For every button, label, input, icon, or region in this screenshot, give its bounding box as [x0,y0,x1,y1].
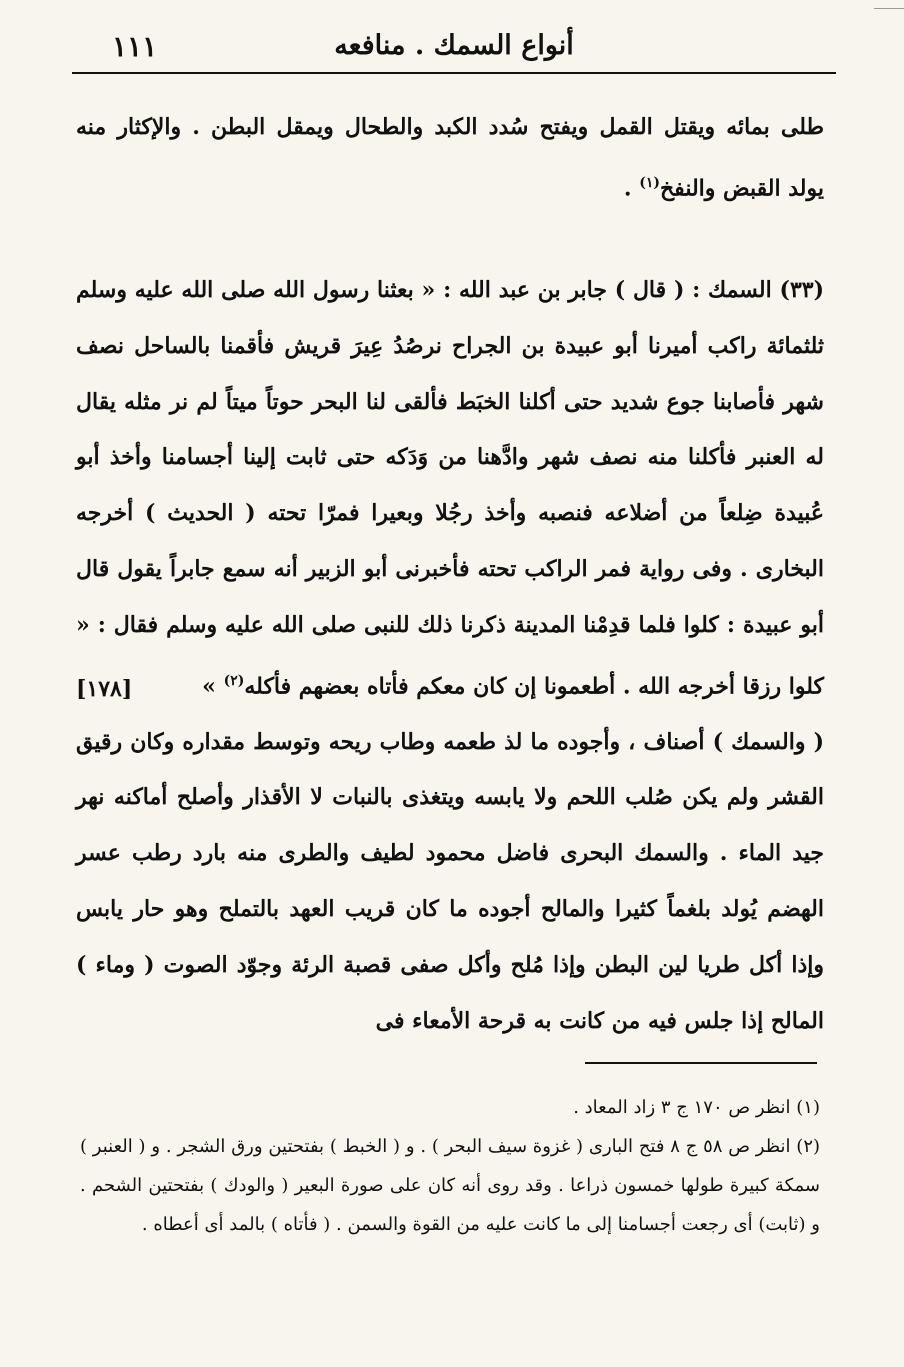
paragraph-1 [76,100,824,217]
footnote-rule [585,1062,817,1064]
paragraph-2 [76,263,824,715]
paragraph-1-end: . [623,175,640,202]
main-text [76,100,824,1049]
footnote-1: (١) انظر ص ١٧٠ ج ٣ زاد المعاد . [573,1097,820,1118]
scan-mark [874,8,904,9]
paragraph-1-text: طلى بمائه ويقتل القمل ويفتح سُدد الكبد والطحال ويمقل البطن . والإكثار منه يولد القبض والنفخ [76,114,824,202]
footnotes [80,1088,820,1244]
paragraph-2-text: (٣٣) السمك : ( قال ) جابر بن عبد الله : « بعثنا رسول الله صلى الله عليه وسلم ثلثمائة راكب أميرنا أبو عبيدة بن الجراح نرصُدُ عِيرَ قريش فأقمنا بالساحل نصف شهر فأصابنا جوع شديد حتى أكلنا الخبَط فألقى لنا البحر حوتاً ميتاً لم نر مثله يقال له العنبر فأكلنا منه نصف شهر وادَّهنا من وَدَكه حتى ثابت إلينا أجسامنا وأخذ أبو عُبيدة ضِلعاً من أضلاعه فنصبه وأخذ رجُلا وبعيرا فمرّا تحته ( الحديث ) أخرجه البخارى . وفى رواية فمر الراكب تحته فأخبرنى أبو الزبير أنه سمع جابراً يقول قال أبو عبيدة : كلوا فلما قدِمْنا المدينة ذكرنا ذلك للنبى صلى الله عليه وسلم فقال : « كلوا رزقا أخرجه الله . أطعمونا إن كان معكم فأتاه بعضهم فأكله [76,276,824,699]
paragraph-3: ( والسمك ) أصناف ، وأجوده ما لذ طعمه وطاب ريحه وتوسط مقداره وكان رقيق القشر ولم يكن صُلب اللحم ولا يابسه ويتغذى بالنبات لا الأقذار وأصلح أماكنه نهر جيد الماء . والسمك البحرى فاضل محمود لطيف والطرى منه بارد رطب عسر الهضم يُولد بلغماً كثيرا والمالح أجوده ما كان قريب العهد بالتملح وهو حار يابس وإذا أكل طريا لين البطن وإذا مُلح وأكل صفى قصبة الرئة وجوّد الصوت ( وماء ) المالح إذا جلس فيه من كانت به قرحة الأمعاء فى [76,728,824,1034]
paragraph-2-end: » [202,672,224,699]
page-header [72,20,836,72]
page-number: ١١١ [112,30,158,63]
running-title: أنواع السمك . منافعه [334,30,574,61]
header-rule [72,72,836,74]
footnote-ref-2: (٢) [223,672,245,689]
paragraph-gap [76,217,824,263]
section-number: [١٧٨] [76,676,133,702]
footnote-ref-1: (١) [639,174,660,191]
footnote-2: (٢) انظر ص ٥٨ ج ٨ فتح البارى ( غزوة سيف البحر ) . و ( الخبط ) بفتحتين ورق الشجر . و ( العنبر ) سمكة كبيرة طولها خمسون ذراعا . وقد روى أنه كان على صورة البعير ( والودك ) بفتحتين الشحم . و (ثابت) أى رجعت أجسامنا إلى ما كانت عليه من القوة والسمن . ( فأتاه ) بالمد أى أعطاه . [80,1136,821,1235]
